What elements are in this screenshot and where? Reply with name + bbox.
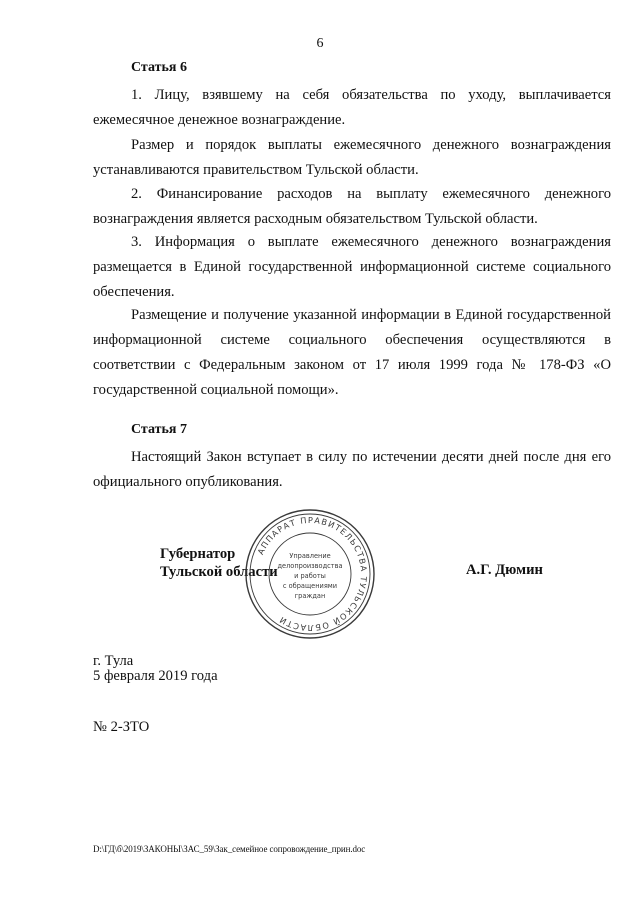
stamp-center-line: граждан [294, 592, 326, 600]
article-6-heading: Статья 6 [131, 60, 187, 75]
signatory-name: А.Г. Дюмин [466, 562, 543, 578]
page-number: 6 [316, 36, 324, 51]
stamp-ring-text: АППАРАТ ПРАВИТЕЛЬСТВА ТУЛЬСКОЙ ОБЛАСТИ [255, 514, 370, 634]
article-6-paragraph-3: 2. Финансирование расходов на выплату ежемесячного денежного вознаграждения является расходным обязательством Тульской области. [93, 186, 611, 227]
article-6-paragraph-2: Размер и порядок выплаты ежемесячного денежного вознаграждения устанавливаются правительством Тульской области. [93, 137, 611, 178]
signing-date: 5 февраля 2019 года [93, 668, 218, 684]
place-of-signing: г. Тула [93, 653, 134, 669]
stamp-center-line: с обращениями [282, 582, 338, 590]
law-number: № 2-ЗТО [93, 719, 150, 735]
stamp-center-line: Управление [289, 552, 331, 560]
file-path-footer: D:\ГД\б\2019\ЗАКОНЫ\ЗАС_59\Зак_семейное сопровождение_прин.doc [93, 844, 366, 854]
signatory-title-line-2: Тульской области [160, 564, 278, 580]
article-7-paragraph-1: Настоящий Закон вступает в силу по истечении десяти дней после дня его официального опубликования. [93, 449, 611, 490]
official-stamp [244, 508, 376, 640]
article-6-paragraph-5: Размещение и получение указанной информации в Единой государственной информационной системе социального обеспечения осуществляются в соответствии с Федеральным законом от 17 июля 1999 года № 178-ФЗ «О государственной социальной помощи». [93, 307, 611, 398]
stamp-center-line: и работы [294, 572, 326, 580]
article-7-heading: Статья 7 [131, 422, 187, 437]
article-6-paragraph-4: 3. Информация о выплате ежемесячного денежного вознаграждения размещается в Единой государственной информационной системе социального обеспечения. [93, 234, 611, 300]
signatory-title-line-1: Губернатор [160, 546, 236, 562]
stamp-center-line: делопроизводства [277, 562, 343, 570]
article-6-paragraph-1: 1. Лицу, взявшему на себя обязательства по уходу, выплачивается ежемесячное денежное вознаграждение. [93, 87, 611, 128]
